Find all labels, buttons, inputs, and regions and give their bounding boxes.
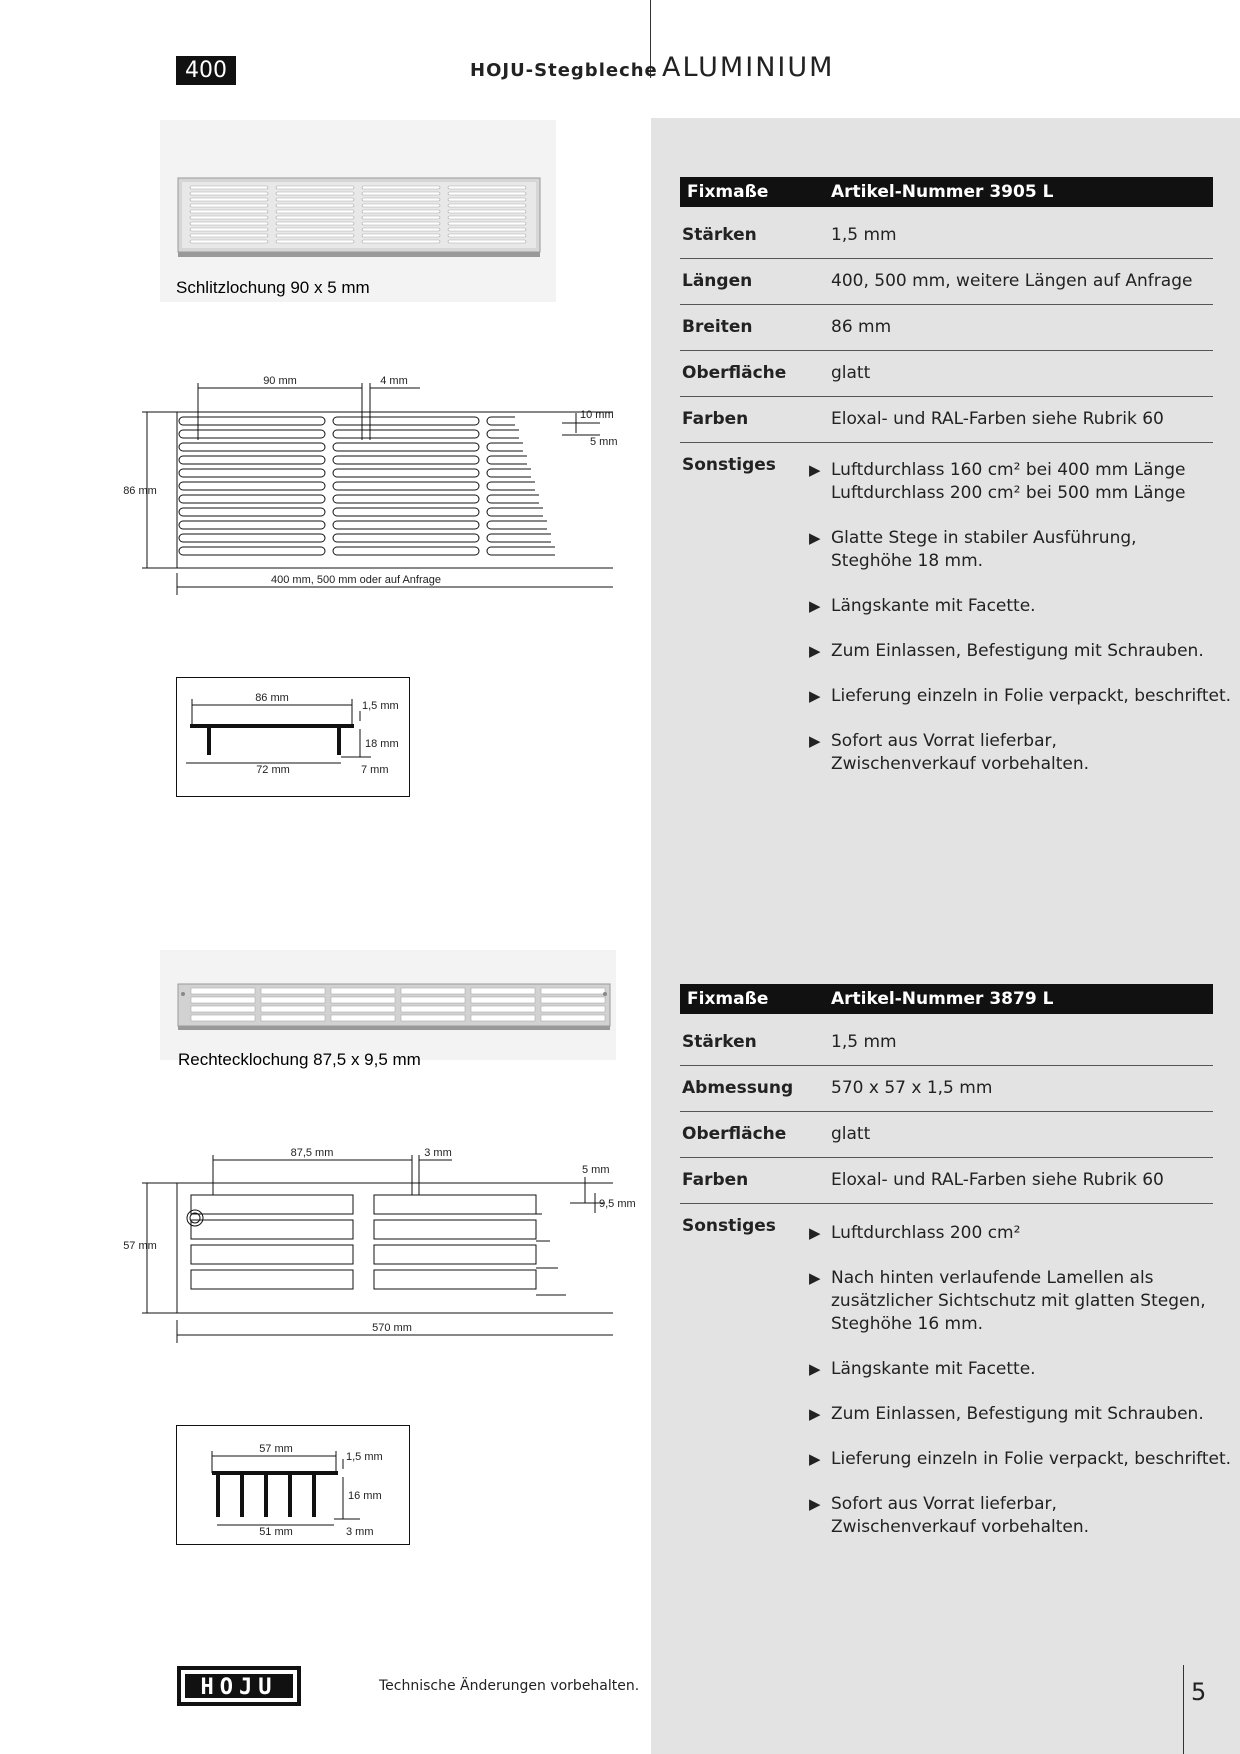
slot bbox=[374, 1195, 536, 1214]
slot bbox=[179, 469, 325, 477]
slot bbox=[261, 988, 325, 994]
spec-key: Stärken bbox=[682, 225, 757, 245]
spec-row bbox=[680, 1112, 1213, 1158]
bullet-arrow-icon: ▶ bbox=[809, 1269, 821, 1287]
section-leg bbox=[216, 1471, 220, 1517]
slot bbox=[448, 222, 526, 225]
slot bbox=[190, 228, 268, 231]
slot bbox=[276, 228, 354, 231]
slot bbox=[471, 1006, 535, 1012]
slot bbox=[448, 240, 526, 243]
slot bbox=[487, 443, 523, 451]
slot bbox=[487, 508, 543, 516]
bullet-item bbox=[809, 1222, 1021, 1245]
bullet-line: Lieferung einzeln in Folie verpackt, beschriftet. bbox=[831, 1449, 1232, 1469]
dim-length: 570 mm bbox=[372, 1322, 412, 1334]
category-title: ALUMINIUM bbox=[662, 52, 835, 83]
spec-value: 400, 500 mm, weitere Längen auf Anfrage bbox=[831, 271, 1193, 291]
product-caption-1: Schlitzlochung 90 x 5 mm bbox=[176, 278, 370, 297]
dim-slot-width: 9,5 mm bbox=[599, 1198, 636, 1210]
cross-section-2 bbox=[176, 1425, 411, 1546]
spec-value: 1,5 mm bbox=[831, 1032, 897, 1052]
spec-key: Sonstiges bbox=[682, 455, 776, 475]
slot bbox=[179, 508, 325, 516]
bullet-item bbox=[809, 685, 1232, 708]
slot bbox=[190, 222, 268, 225]
slot bbox=[333, 443, 479, 451]
slot bbox=[276, 240, 354, 243]
slot bbox=[190, 240, 268, 243]
bullet-item bbox=[809, 1358, 1036, 1381]
bullet-arrow-icon: ▶ bbox=[809, 529, 821, 547]
slot bbox=[362, 186, 440, 189]
slot bbox=[179, 495, 325, 503]
spec-key: Sonstiges bbox=[682, 1216, 776, 1236]
slot bbox=[448, 234, 526, 237]
dim-pitch: 10 mm bbox=[580, 409, 614, 421]
spec-header-article: Artikel-Nummer 3879 L bbox=[831, 989, 1054, 1009]
spec-row bbox=[680, 213, 1213, 259]
slot bbox=[448, 192, 526, 195]
slot bbox=[362, 210, 440, 213]
bullet-line: zusätzlicher Sichtschutz mit glatten Stegen, bbox=[831, 1291, 1206, 1311]
technical-drawing-2 bbox=[123, 1145, 650, 1345]
slot bbox=[471, 1015, 535, 1021]
bullet-line: Luftdurchlass 200 cm² bei 500 mm Länge bbox=[831, 483, 1186, 503]
slot bbox=[276, 204, 354, 207]
slot bbox=[362, 192, 440, 195]
bullet-line: Lieferung einzeln in Folie verpackt, beschriftet. bbox=[831, 686, 1232, 706]
slot bbox=[333, 417, 479, 425]
slot bbox=[276, 234, 354, 237]
spec-header-left: Fixmaße bbox=[687, 989, 769, 1009]
slot bbox=[179, 430, 325, 438]
slot bbox=[333, 482, 479, 490]
slot bbox=[448, 198, 526, 201]
dim-slot-length: 87,5 mm bbox=[290, 1147, 334, 1159]
section-leg bbox=[312, 1471, 316, 1517]
spec-row bbox=[680, 305, 1213, 351]
spec-value: 86 mm bbox=[831, 317, 892, 337]
bullet-item bbox=[809, 1403, 1204, 1426]
slot bbox=[276, 192, 354, 195]
slot bbox=[401, 988, 465, 994]
slot bbox=[191, 1006, 255, 1012]
section-edge: 3 mm bbox=[346, 1526, 374, 1538]
slot bbox=[487, 495, 539, 503]
spec-value: 1,5 mm bbox=[831, 225, 897, 245]
bullet-arrow-icon: ▶ bbox=[809, 732, 821, 750]
slot bbox=[190, 210, 268, 213]
slot bbox=[333, 547, 479, 555]
section-leg bbox=[240, 1471, 244, 1517]
slot bbox=[487, 547, 555, 555]
slot bbox=[362, 234, 440, 237]
bullet-item bbox=[809, 640, 1204, 663]
slot bbox=[487, 456, 527, 464]
dim-slot-length: 90 mm bbox=[263, 375, 297, 387]
spec-row bbox=[680, 397, 1213, 443]
section-width: 57 mm bbox=[259, 1443, 293, 1455]
technical-drawing-1 bbox=[123, 365, 650, 605]
section-inner: 72 mm bbox=[256, 764, 290, 776]
slot bbox=[190, 186, 268, 189]
spec-key: Längen bbox=[682, 271, 753, 291]
slot bbox=[331, 988, 395, 994]
bullet-arrow-icon: ▶ bbox=[809, 1360, 821, 1378]
slot bbox=[374, 1245, 536, 1264]
slot bbox=[448, 216, 526, 219]
slot bbox=[401, 1015, 465, 1021]
section-thickness: 1,5 mm bbox=[362, 700, 399, 712]
bullet-arrow-icon: ▶ bbox=[809, 1224, 821, 1242]
slot bbox=[487, 417, 515, 425]
bullet-line: Längskante mit Facette. bbox=[831, 1359, 1036, 1379]
bullet-line: Steghöhe 16 mm. bbox=[831, 1314, 984, 1334]
slot bbox=[191, 1220, 353, 1239]
slot bbox=[362, 228, 440, 231]
section-width: 86 mm bbox=[255, 692, 289, 704]
slot bbox=[487, 521, 547, 529]
dim-slot-width: 5 mm bbox=[590, 436, 618, 448]
bullet-arrow-icon: ▶ bbox=[809, 1405, 821, 1423]
spec-key: Oberfläche bbox=[682, 363, 787, 383]
slot bbox=[471, 997, 535, 1003]
slot bbox=[401, 1006, 465, 1012]
dim-height: 86 mm bbox=[123, 485, 157, 497]
slot bbox=[191, 988, 255, 994]
slot bbox=[448, 228, 526, 231]
slot bbox=[179, 534, 325, 542]
spec-value: glatt bbox=[831, 363, 871, 383]
slot bbox=[541, 1006, 605, 1012]
slot bbox=[333, 508, 479, 516]
slot bbox=[179, 443, 325, 451]
slot bbox=[541, 1015, 605, 1021]
slot bbox=[333, 495, 479, 503]
slot bbox=[333, 430, 479, 438]
spec-value: Eloxal- und RAL-Farben siehe Rubrik 60 bbox=[831, 409, 1164, 429]
slot bbox=[331, 1006, 395, 1012]
section-leg bbox=[264, 1471, 268, 1517]
slot bbox=[362, 198, 440, 201]
bullet-line: Zwischenverkauf vorbehalten. bbox=[831, 754, 1090, 774]
bullet-item bbox=[809, 595, 1036, 618]
spec-header-2 bbox=[680, 984, 1213, 1014]
slot bbox=[191, 997, 255, 1003]
bullet-arrow-icon: ▶ bbox=[809, 1495, 821, 1513]
slot bbox=[448, 204, 526, 207]
slot bbox=[374, 1270, 536, 1289]
bullet-arrow-icon: ▶ bbox=[809, 597, 821, 615]
page-badge: 400 bbox=[176, 56, 236, 85]
slot bbox=[362, 204, 440, 207]
bullet-item bbox=[809, 527, 1137, 573]
bullet-line: Sofort aus Vorrat lieferbar, bbox=[831, 731, 1057, 751]
slot bbox=[333, 456, 479, 464]
section-web-height: 18 mm bbox=[365, 738, 399, 750]
slot bbox=[191, 1015, 255, 1021]
bullet-line: Glatte Stege in stabiler Ausführung, bbox=[831, 528, 1137, 548]
page-number: 5 bbox=[1191, 1678, 1207, 1706]
spec-row bbox=[680, 1020, 1213, 1066]
slot bbox=[331, 997, 395, 1003]
spec-row bbox=[680, 259, 1213, 305]
dim-gap: 4 mm bbox=[380, 375, 408, 387]
product-photo-1 bbox=[160, 120, 556, 302]
bullet-line: Zum Einlassen, Befestigung mit Schrauben. bbox=[831, 641, 1204, 661]
bullet-line: Nach hinten verlaufende Lamellen als bbox=[831, 1268, 1154, 1288]
slot bbox=[362, 216, 440, 219]
slot bbox=[374, 1220, 536, 1239]
slot bbox=[276, 222, 354, 225]
slot bbox=[276, 216, 354, 219]
slot bbox=[471, 988, 535, 994]
spec-header-article: Artikel-Nummer 3905 L bbox=[831, 182, 1054, 202]
bullet-item bbox=[809, 459, 1186, 505]
dim-height: 57 mm bbox=[123, 1240, 157, 1252]
spec-key: Stärken bbox=[682, 1032, 757, 1052]
bullet-line: Luftdurchlass 160 cm² bei 400 mm Länge bbox=[831, 460, 1186, 480]
spec-value: Eloxal- und RAL-Farben siehe Rubrik 60 bbox=[831, 1170, 1164, 1190]
product-caption-2: Rechtecklochung 87,5 x 9,5 mm bbox=[178, 1050, 421, 1069]
bullet-line: Luftdurchlass 200 cm² bbox=[831, 1223, 1021, 1243]
rectangular-plate-image bbox=[160, 950, 616, 1060]
slot bbox=[487, 430, 519, 438]
slot bbox=[190, 234, 268, 237]
dim-web: 5 mm bbox=[582, 1164, 610, 1176]
section-inner: 51 mm bbox=[259, 1526, 293, 1538]
bullet-line: Längskante mit Facette. bbox=[831, 596, 1036, 616]
logo-text: HOJU bbox=[200, 1675, 278, 1700]
footer-note: Technische Änderungen vorbehalten. bbox=[379, 1678, 640, 1694]
slot bbox=[191, 1245, 353, 1264]
slot bbox=[487, 482, 535, 490]
dim-length: 400 mm, 500 mm oder auf Anfrage bbox=[271, 574, 441, 586]
slot bbox=[487, 469, 531, 477]
spec-value: glatt bbox=[831, 1124, 871, 1144]
slot bbox=[276, 186, 354, 189]
slot bbox=[448, 186, 526, 189]
slot bbox=[179, 417, 325, 425]
spec-key: Abmessung bbox=[682, 1078, 794, 1098]
spec-table-2 bbox=[680, 984, 1213, 1249]
spec-table-1 bbox=[680, 177, 1213, 488]
slot bbox=[362, 222, 440, 225]
bullet-line: Sofort aus Vorrat lieferbar, bbox=[831, 1494, 1057, 1514]
bullet-item bbox=[809, 1448, 1232, 1471]
bullet-item bbox=[809, 1493, 1090, 1539]
slot bbox=[191, 1195, 353, 1214]
section-web-height: 16 mm bbox=[348, 1490, 382, 1502]
bullet-item bbox=[809, 1267, 1206, 1336]
bullet-arrow-icon: ▶ bbox=[809, 461, 821, 479]
section-edge: 7 mm bbox=[361, 764, 389, 776]
bullet-arrow-icon: ▶ bbox=[809, 1450, 821, 1468]
brand-title: HOJU-Stegbleche bbox=[470, 60, 658, 81]
spec-header-left: Fixmaße bbox=[687, 182, 769, 202]
slot bbox=[276, 198, 354, 201]
slot bbox=[190, 192, 268, 195]
slot bbox=[261, 1015, 325, 1021]
product-photo-2 bbox=[160, 950, 616, 1060]
slot bbox=[276, 210, 354, 213]
slot bbox=[333, 534, 479, 542]
spec-row bbox=[680, 1066, 1213, 1112]
section-leg bbox=[288, 1471, 292, 1517]
bullet-line: Steghöhe 18 mm. bbox=[831, 551, 984, 571]
spec-key: Farben bbox=[682, 1170, 749, 1190]
slot bbox=[179, 521, 325, 529]
spec-key: Breiten bbox=[682, 317, 753, 337]
slot bbox=[261, 1006, 325, 1012]
slot bbox=[191, 1270, 353, 1289]
slot bbox=[448, 210, 526, 213]
slot bbox=[401, 997, 465, 1003]
hoju-logo bbox=[176, 1665, 302, 1707]
slot bbox=[333, 469, 479, 477]
spec-header-1 bbox=[680, 177, 1213, 207]
bullet-item bbox=[809, 730, 1090, 776]
slot bbox=[331, 1015, 395, 1021]
slot bbox=[487, 534, 551, 542]
slot bbox=[190, 204, 268, 207]
slot bbox=[362, 240, 440, 243]
spec-key: Farben bbox=[682, 409, 749, 429]
spec-row bbox=[680, 351, 1213, 397]
spec-value: 570 x 57 x 1,5 mm bbox=[831, 1078, 993, 1098]
slot bbox=[179, 482, 325, 490]
spec-row bbox=[680, 1158, 1213, 1204]
slot bbox=[333, 521, 479, 529]
slot bbox=[541, 988, 605, 994]
slot bbox=[261, 997, 325, 1003]
bullet-line: Zum Einlassen, Befestigung mit Schrauben. bbox=[831, 1404, 1204, 1424]
section-thickness: 1,5 mm bbox=[346, 1451, 383, 1463]
bullet-arrow-icon: ▶ bbox=[809, 687, 821, 705]
spec-key: Oberfläche bbox=[682, 1124, 787, 1144]
bullet-arrow-icon: ▶ bbox=[809, 642, 821, 660]
slotted-plate-image bbox=[160, 120, 556, 302]
cross-section-1 bbox=[176, 677, 411, 798]
slot bbox=[179, 456, 325, 464]
slot bbox=[190, 198, 268, 201]
bullet-line: Zwischenverkauf vorbehalten. bbox=[831, 1517, 1090, 1537]
slot bbox=[179, 547, 325, 555]
slot bbox=[190, 216, 268, 219]
slot bbox=[541, 997, 605, 1003]
dim-gap: 3 mm bbox=[424, 1147, 452, 1159]
page-number-divider bbox=[1183, 1665, 1184, 1754]
